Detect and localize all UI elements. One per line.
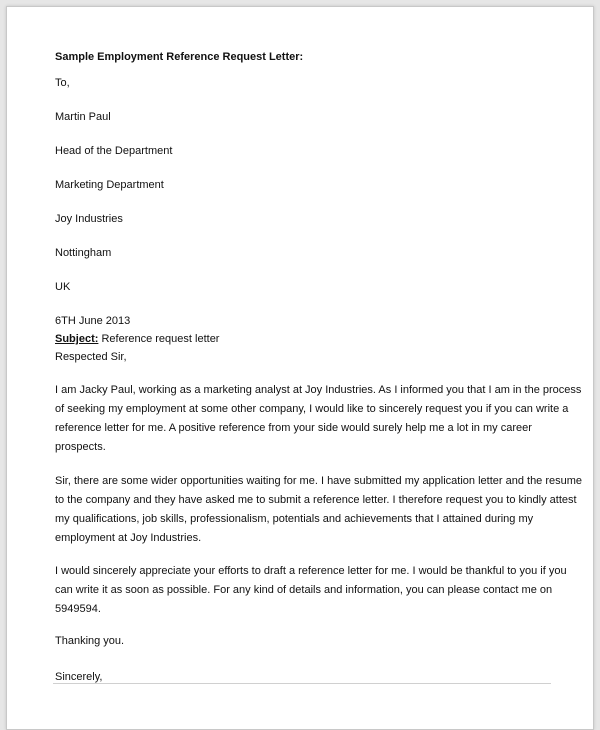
subject-label: Subject: bbox=[55, 333, 99, 345]
paragraph-line: to the company and they have asked me to submit a reference letter. I therefore request you to kindly attest bbox=[55, 494, 577, 506]
letter-date: 6TH June 2013 bbox=[55, 315, 131, 327]
paragraph-line: of seeking my employment at some other company, I would like to sincerely request you if you can write a bbox=[55, 403, 569, 415]
paragraph-line: my qualifications, job skills, professionalism, potentials and achievements that I attained during my bbox=[55, 513, 534, 525]
recipient-company: Joy Industries bbox=[55, 213, 123, 225]
paragraph-line: Sir, there are some wider opportunities waiting for me. I have submitted my application letter and the resume bbox=[55, 475, 583, 487]
salutation-to: To, bbox=[55, 77, 70, 89]
recipient-country: UK bbox=[55, 281, 71, 293]
greeting: Respected Sir, bbox=[55, 351, 127, 363]
paragraph-1 bbox=[55, 381, 581, 457]
subject-text: Reference request letter bbox=[98, 333, 220, 345]
recipient-city: Nottingham bbox=[55, 247, 112, 259]
subject-line bbox=[55, 332, 219, 346]
paragraph-2 bbox=[55, 472, 582, 548]
paragraph-3 bbox=[55, 562, 567, 619]
paragraph-line: prospects. bbox=[55, 441, 106, 453]
document-title: Sample Employment Reference Request Letter: bbox=[55, 51, 304, 63]
paragraph-line: can write it as soon as possible. For any kind of details and information, you can please contact me on bbox=[55, 584, 553, 596]
thanking-line: Thanking you. bbox=[55, 635, 125, 647]
recipient-name: Martin Paul bbox=[55, 111, 111, 123]
paragraph-line: reference letter for me. A positive reference from your side would surely help me a lot in my career bbox=[55, 422, 532, 434]
closing-line: Sincerely, bbox=[55, 671, 103, 683]
paragraph-line: I am Jacky Paul, working as a marketing analyst at Joy Industries. As I informed you that I am in the process bbox=[55, 384, 582, 396]
paragraph-line: 5949594. bbox=[55, 603, 101, 615]
recipient-position: Head of the Department bbox=[55, 145, 173, 157]
recipient-department: Marketing Department bbox=[55, 179, 164, 191]
paragraph-line: I would sincerely appreciate your efforts to draft a reference letter for me. I would be thankful to you if you bbox=[55, 565, 567, 577]
document-page bbox=[6, 6, 594, 730]
paragraph-line: employment at Joy Industries. bbox=[55, 532, 202, 544]
footer-divider bbox=[53, 683, 551, 684]
